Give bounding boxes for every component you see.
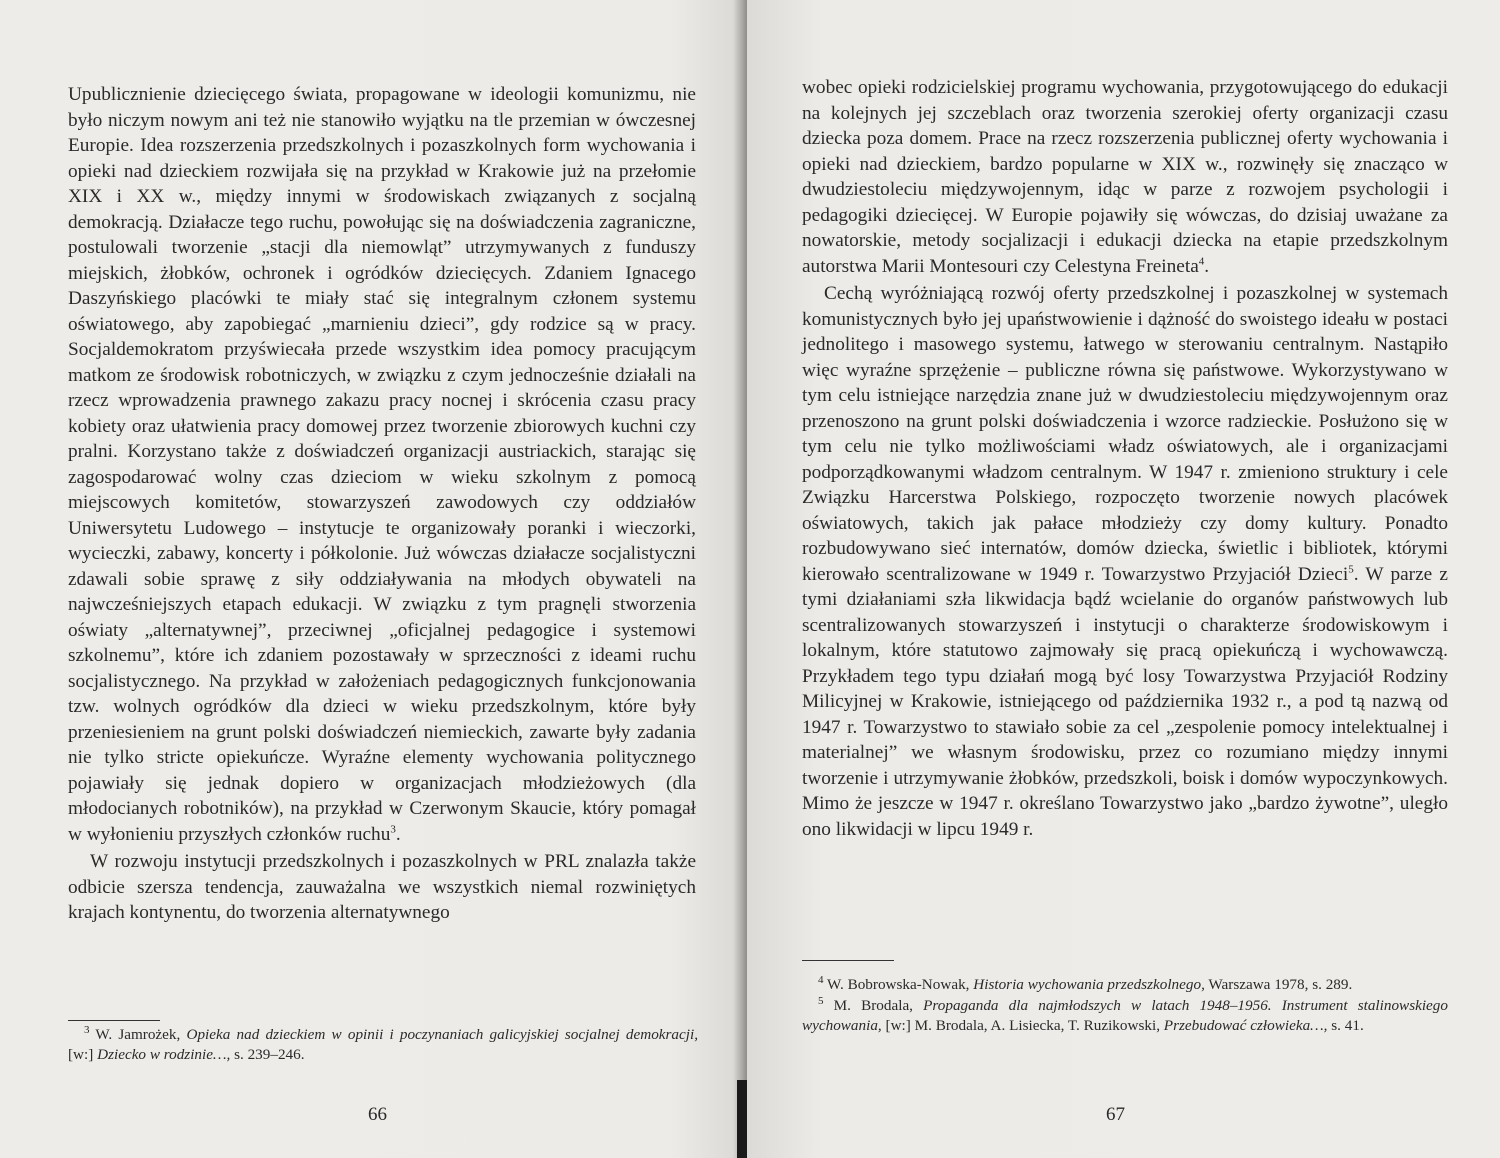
paragraph: W rozwoju instytucji przedszkolnych i pozaszkolnych w PRL znalazła także odbicie szersza tendencja, zauważalna we wszystkich niemal rozwiniętych krajach kontynentu, do tworzenia alternatywnego (68, 851, 696, 923)
page-number: 67 (1106, 1104, 1125, 1125)
paragraph: Upublicznienie dziecięcego świata, propagowane w ideologii komunizmu, nie było niczym nowym ani też nie stanowiło wyjątku na tle przemian w ówczesnej Europie. Idea rozszerzenia przedszkolnych i pozaszkolnych form wychowania i opieki nad dzieckiem rozwijała się na przykład w Krakowie już na przełomie XIX i XX w., między innymi w środowiskach związanych z socjalną demokracją. Działacze tego ruchu, powołując się na doświadczenia zagraniczne, postulowali tworzenie „stacji dla niemowląt” utrzymywanych z funduszy miejskich, żłobków, ochronek i ogródków dziecięcych. Zdaniem Ignacego Daszyńskiego placówki te miały stać się integralnym członem systemu oświatowego, aby zapobiegać „marnieniu dzieci”, gdy rodzice są w pracy. Socjaldemokratom przyświecała przede wszystkim idea pomocy pracującym matkom ze środowisk robotniczych, w związku z czym jednocześnie działali na rzecz wprowadzenia prawnego zakazu pracy nocnej i skrócenia czasu pracy kobiety oraz ułatwienia pracy domowej przez tworzenie zbiorowych kuchni czy pralni. Korzystano także z doświadczeń organizacji austriackich, starając się zagospodarować wolny czas dzieciom w wieku szkolnym z pomocą miejscowych komitetów, stowarzyszeń zawodowych czy oddziałów Uniwersytetu Ludowego – instytucje te organizowały poranki i wieczorki, wycieczki, zabawy, koncerty i półkolonie. Już wówczas działacze socjalistyczni zdawali sobie sprawę z siły oddziaływania na młodych obywateli na najwcześniejszych etapach edukacji. W związku z tym pragnęli stworzenia oświaty „alternatywnej”, przeciwnej „oficjalnej pedagogice i systemowi szkolnemu”, które ich zdaniem pozostawały w sprzeczności z ideami ruchu socjalistycznego. Na przykład w założeniach pedagogicznych funkcjonowania tzw. wolnych ogródków dla dzieci w wieku przedszkolnym, które były przeniesieniem na grunt polski doświadczeń niemieckich, zawarte były zadania nie tylko stricte opiekuńcze. Wyraźne elementy wychowania politycznego pojawiały się jednak dopiero w organizacjach młodzieżowych (dla młodocianych robotników), na przykład w Czerwonym Skaucie, który pomagał w wyłonieniu przyszłych członków ruchu$^3$. (68, 84, 696, 845)
footnote-ref[interactable]: 5 (1348, 563, 1354, 576)
footnote-separator (802, 960, 894, 961)
paragraph: Cechą wyróżniającą rozwój oferty przedszkolnej i pozaszkolnej w systemach komunistycznych było jej upaństwowienie i dążność do swoistego ideału w postaci jednolitego i masowego systemu, łatwego w sterowaniu centralnym. Nastąpiło więc wyraźne sprzężenie – publiczne równa się państwowe. Wykorzystywano w tym celu istniejące narzędzia znane już w dwudziestoleciu międzywojennym oraz przenoszono na grunt polski doświadczenia i wzorce radzieckie. Posłużono się w tym celu nie tylko możliwościami władz oświatowych, ale i organizacjami podporządkowanymi władzom centralnym. W 1947 r. zmieniono struktury i cele Związku Harcerstwa Polskiego, rozpoczęto tworzenie nowych placówek oświatowych, takich jak pałace młodzieży czy domy kultury. Ponadto rozbudowywano sieć internatów, domów dziecka, świetlic i bibliotek, którymi kierowało scentralizowane w 1949 r. Towarzystwo Przyjaciół Dzieci$^5$. W parze z tymi działaniami szła likwidacja bądź wcielanie do organów państwowych lub scentralizowanych stowarzyszeń i instytucji o charakterze środowiskowym i lokalnym, które statutowo zajmowały się pracą opiekuńczą i wychowawczą. Przykładem tego typu działań mogą być losy Towarzystwa Przyjaciół Rodziny Milicyjnej w Krakowie, istniejącego od października 1932 r., a pod tą nazwą od 1947 r. Towarzystwo to stawiało sobie za cel „zespolenie pomocy intelektualnej i materialnej” we własnym środowisku, przez co rozumiano między innymi tworzenie i utrzymywanie żłobków, przedszkoli, boisk i domów wypoczynkowych. Mimo że jeszcze w 1947 r. określano Towarzystwo jako „bardzo żywotne”, uległo ono likwidacji w lipcu 1949 r. (802, 283, 1448, 840)
book-gutter (733, 0, 747, 1158)
paragraph: wobec opieki rodzicielskiej programu wychowania, przygotowującego do edukacji na kolejnych jej szczeblach oraz tworzenia szerokiej oferty organizacji czasu dziecka poza domem. Prace na rzecz rozszerzenia publicznej oferty wychowania i opieki nad dzieckiem, bardzo popularne w XIX w., rozwinęły się znacząco w dwudziestoleciu międzywojennym, idąc w parze z rozwojem psychologii i pedagogiki dziecięcej. W Europie pojawiły się wówczas, do dzisiaj uważane za nowatorskie, metody socjalizacji i edukacji dziecka na etapie przedszkolnym autorstwa Marii Montesouri czy Celestyna Freineta$^4$. (802, 77, 1448, 277)
right-page (746, 0, 1500, 1158)
footnote-ref[interactable]: 3 (390, 823, 396, 836)
footnote: $^3$ W. Jamrożek, Opieka nad dzieckiem w opinii i poczynaniach galicyjskiej socjalnej demokracji, [w:] Dziecko w rodzinie…, s. 239–246. (68, 1023, 699, 1063)
spine-shadow (737, 1080, 747, 1158)
left-page (0, 0, 746, 1158)
footnote-ref[interactable]: 4 (1198, 255, 1205, 268)
footnotes (68, 1025, 698, 1066)
footnote: $^5$ M. Brodala, Propaganda dla najmłodszych w latach 1948–1956. Instrument stalinowskiego wychowania, [w:] M. Brodala, A. Lisiecka, T. Ruzikowski, Przebudować człowieka…, s. 41. (802, 994, 1448, 1034)
right-page-body (802, 75, 1448, 842)
page-number: 66 (368, 1104, 387, 1125)
footnotes (802, 975, 1448, 1037)
left-page-body (68, 82, 696, 926)
footnote-separator (68, 1020, 160, 1021)
footnote: $^4$ W. Bobrowska-Nowak, Historia wychowania przedszkolnego, Warszawa 1978, s. 289. (818, 973, 1353, 993)
